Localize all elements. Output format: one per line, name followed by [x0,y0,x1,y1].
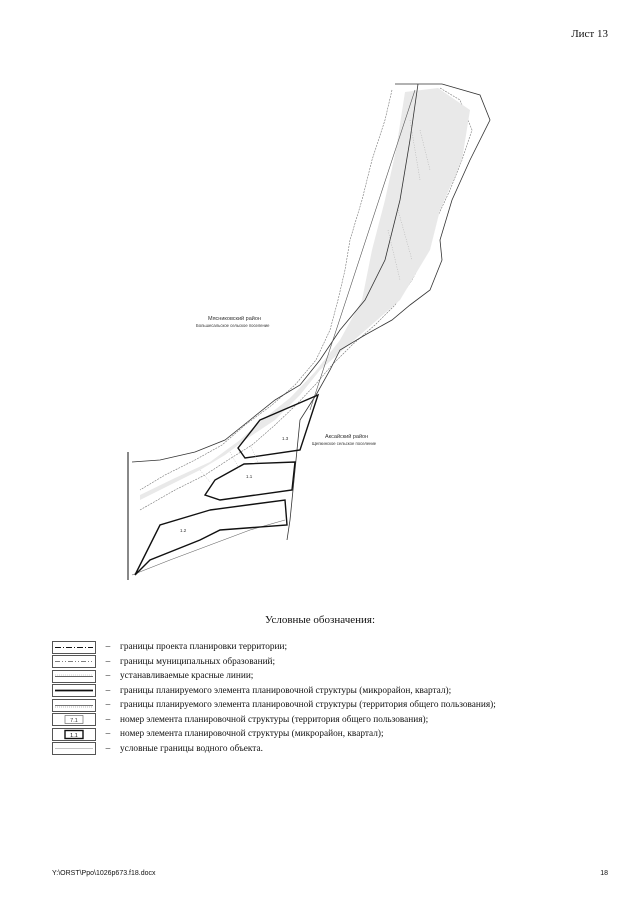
legend-item: – границы планируемого элемента планировочной структуры (микрорайон, квартал); [52,684,612,699]
microdistrict-number-label: 1.1 [70,732,78,739]
legend-item: – границы проекта планировки территории; [52,640,612,655]
block-1-3 [238,395,318,458]
legend-text: номер элемента планировочной структуры (территория общего пользования); [120,714,429,725]
microdistrict-boundary-symbol [52,684,96,697]
red-line-symbol [52,670,96,683]
legend-item: – условные границы водного объекта. [52,742,612,757]
block-1-2 [135,500,287,575]
page-number: 18 [600,870,608,877]
legend-item: – границы муниципальных образований; [52,655,612,670]
microdistrict-number-symbol [52,728,96,741]
municipal-boundary-symbol [52,655,96,668]
block-label-1-1: 1.1 [246,474,253,479]
legend-item: 7.1 – номер элемента планировочной структуры (территория общего пользования); [52,713,612,728]
sheet-number: Лист 13 [571,28,608,40]
bottom-boundary [132,520,285,575]
legend-text: границы планируемого элемента планировочной структуры (территория общего пользования); [120,700,496,711]
legend-text: границы планируемого элемента планировочной структуры (микрорайон, квартал); [120,685,452,696]
legend-text: границы муниципальных образований; [120,656,276,667]
legend-title: Условные обозначения: [264,614,376,626]
river-left-bank [140,90,392,490]
legend-text: устанавливаемые красные линии; [120,671,254,682]
label-right-settlement: Щепкинское сельское поселение [312,441,377,446]
public-territory-number-label: 7.1 [70,718,78,725]
legend-item: 1.1 – номер элемента планировочной структуры (микрорайон, квартал); [52,727,612,742]
block-1-1 [205,462,295,500]
block-label-1-3: 1.3 [282,436,289,441]
legend-item: – границы планируемого элемента планировочной структуры (территория общего пользования); [52,698,612,713]
label-left-settlement: Большесальское сельское поселение [196,323,270,328]
legend-text: номер элемента планировочной структуры (микрорайон, квартал); [120,729,384,740]
public-territory-number-symbol [52,713,96,726]
legend [52,640,612,756]
project-boundary-symbol [52,641,96,654]
flood-zone [140,88,470,500]
label-right-district: Аксайский район [325,434,369,440]
water-boundary-symbol [52,742,96,755]
block-label-1-2: 1.2 [180,528,187,533]
label-left-district: Мясниковский район [208,316,261,322]
public-territory-boundary-symbol [52,699,96,712]
file-path: Y:\ORST\Ppo\1026p673.f18.docx [52,870,156,877]
legend-text: условные границы водного объекта. [120,743,263,754]
legend-text: границы проекта планировки территории; [120,642,288,653]
legend-item: – устанавливаемые красные линии; [52,669,612,684]
